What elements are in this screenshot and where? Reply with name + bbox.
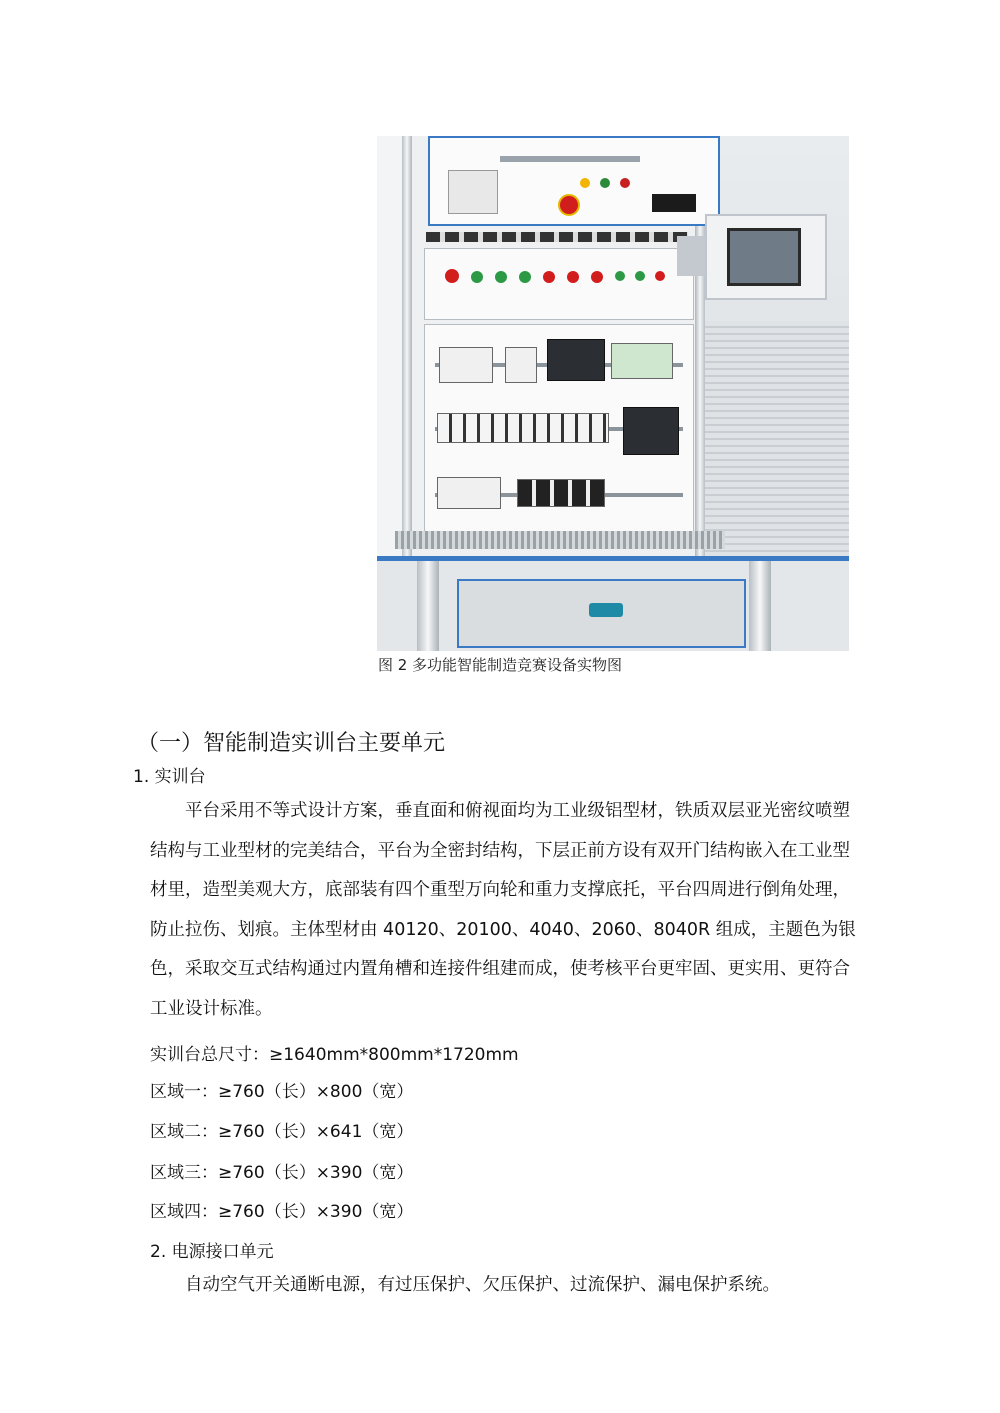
- spec-area-one: 区域一：≥760（长）×800（宽）: [150, 1082, 414, 1102]
- plc-module: [547, 339, 605, 381]
- red-button-icon: [445, 269, 459, 283]
- figure-caption: 图 2 多功能智能制造竞赛设备实物图: [377, 656, 623, 674]
- green-button-icon: [495, 271, 507, 283]
- thermal-relay: [437, 477, 501, 509]
- green-button-icon: [471, 271, 483, 283]
- training-platform-paragraph: 平台采用不等式设计方案，垂直面和俯视面均为工业级铝型材，铁质双层亚光密纹喷塑结构与工业型材的完美结合，平台为全密封结构，下层正前方设有双开门结构嵌入在工业型材里，造型美观大方，底部装有四个重型万向轮和重力支撑底托，平台四周进行倒角处理，防止拉伤、划痕。主体型材由 40120、20100、4040、2060、8040R 组成，主题色为银色，采取交互式结构通过内置角槽和连接件组建而成，使考核平台更牢固、更实用、更符合工业设计标准。: [150, 801, 856, 1019]
- rolling-shutter: [695, 321, 849, 556]
- contactor-row: [437, 413, 609, 443]
- relay-row: [517, 479, 605, 507]
- base-post: [749, 561, 771, 651]
- circuit-breaker: [439, 347, 493, 383]
- control-panel: [428, 136, 720, 226]
- wiring-duct: [395, 531, 725, 549]
- power-interface-paragraph: 自动空气开关通断电源，有过压保护、欠压保护、过流保护、漏电保护系统。: [185, 1275, 780, 1295]
- drawer-handle-icon: [589, 603, 623, 617]
- hmi-touch-screen: [705, 214, 827, 300]
- relay-module: [505, 347, 537, 383]
- item-title-training-platform: 1. 实训台: [133, 767, 206, 787]
- spec-area-four: 区域四：≥760（长）×390（宽）: [150, 1202, 414, 1222]
- terminal-strip: [426, 232, 688, 242]
- hmi-mount-arm: [677, 236, 707, 276]
- red-button-icon: [591, 271, 603, 283]
- red-button-icon: [567, 271, 579, 283]
- red-button-icon: [543, 271, 555, 283]
- indicator-lamp: [620, 178, 630, 188]
- digital-display: [652, 194, 696, 212]
- section-heading: （一）智能制造实训台主要单元: [137, 731, 446, 756]
- item-title-power-interface: 2. 电源接口单元: [150, 1242, 274, 1262]
- green-lamp-icon: [635, 271, 645, 281]
- equipment-photo: [377, 136, 849, 651]
- spec-overall-size: 实训台总尺寸：≥1640mm*800mm*1720mm: [150, 1045, 519, 1065]
- spec-area-two: 区域二：≥760（长）×641（宽）: [150, 1122, 414, 1142]
- spec-area-three: 区域三：≥760（长）×390（宽）: [150, 1163, 414, 1183]
- base-post: [417, 561, 439, 651]
- training-cabinet: [402, 136, 705, 560]
- air-breaker: [448, 170, 498, 214]
- red-lamp-icon: [655, 271, 665, 281]
- io-terminal-board: [611, 343, 673, 379]
- aluminum-frame-left: [402, 136, 412, 556]
- component-mounting-plate: [424, 324, 694, 536]
- button-panel: [424, 248, 694, 320]
- drawer: [457, 579, 746, 648]
- indicator-lamp: [580, 178, 590, 188]
- servo-driver: [623, 407, 679, 455]
- hmi-display: [727, 228, 801, 286]
- cabinet-base: [377, 556, 849, 651]
- green-lamp-icon: [615, 271, 625, 281]
- green-button-icon: [519, 271, 531, 283]
- panel-nameplate: [500, 156, 640, 162]
- indicator-lamp: [600, 178, 610, 188]
- emergency-stop-icon: [558, 194, 580, 216]
